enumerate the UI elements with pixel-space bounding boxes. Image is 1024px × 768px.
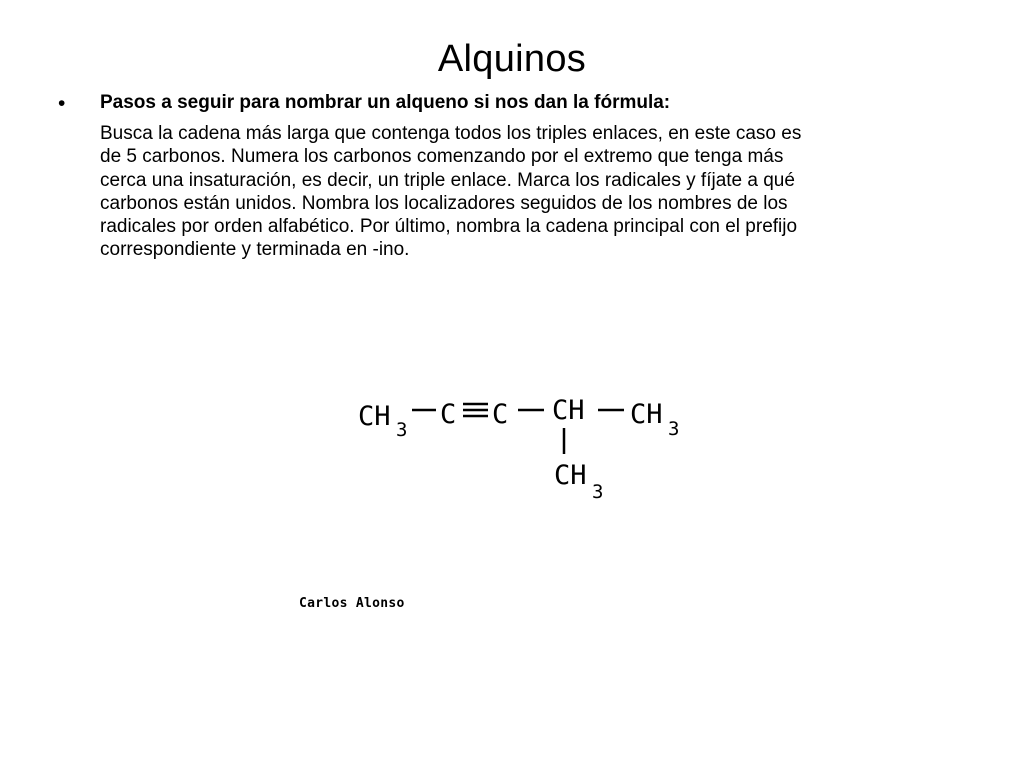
paragraph-line: radicales por orden alfabético. Por último, nombra la cadena principal con el prefijo	[100, 216, 798, 238]
paragraph-line: correspondiente y terminada en -ino.	[100, 239, 410, 261]
formula-group-1: CH	[358, 401, 391, 432]
slide-title: Alquinos	[437, 38, 587, 80]
bullet-glyph: •	[58, 92, 66, 115]
formula-branch: CH	[554, 460, 587, 491]
formula-atom-2: C	[440, 399, 457, 430]
bullet-heading: Pasos a seguir para nombrar un alqueno si nos dan la fórmula:	[100, 92, 671, 113]
body-paragraph	[100, 122, 980, 262]
formula-group-1-sub: 3	[396, 419, 408, 441]
formula-branch-sub: 3	[592, 481, 604, 503]
formula-atom-3: C	[492, 399, 509, 430]
formula-group-5-sub: 3	[668, 418, 680, 440]
paragraph-line: carbonos están unidos. Nombra los localizadores seguidos de los nombres de los	[100, 192, 788, 214]
paragraph-line: cerca una insaturación, es decir, un triple enlace. Marca los radicales y fíjate a qué	[100, 169, 795, 191]
formula-group-4: CH	[552, 395, 585, 426]
paragraph-line: Busca la cadena más larga que contenga todos los triples enlaces, en este caso es	[100, 123, 802, 144]
paragraph-line: de 5 carbonos. Numera los carbonos comenzando por el extremo que tenga más	[100, 146, 784, 168]
structural-formula	[348, 388, 708, 508]
formula-group-5: CH	[630, 399, 663, 430]
structural-formula-svg	[348, 388, 708, 508]
author-signature: Carlos Alonso	[299, 596, 405, 611]
